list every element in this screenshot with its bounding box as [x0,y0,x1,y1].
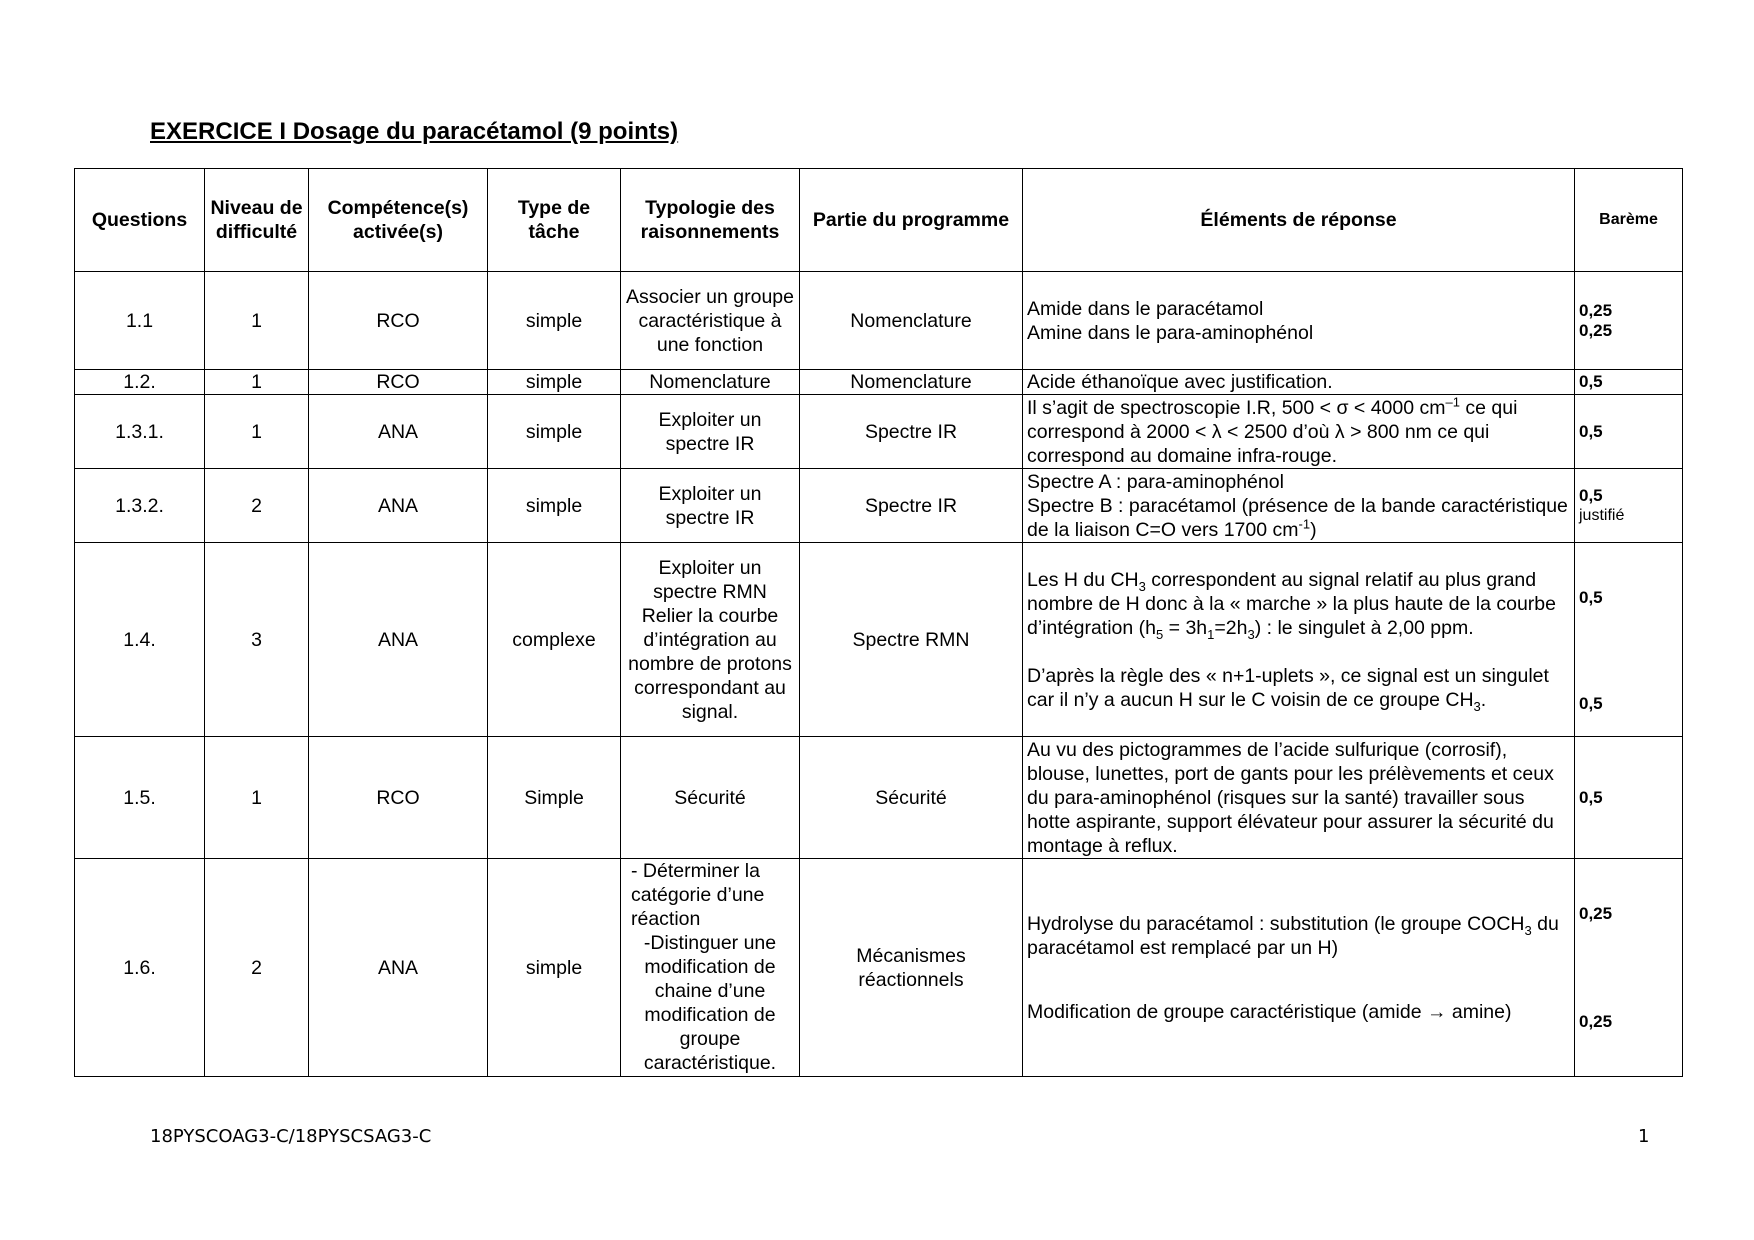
cell-competence: RCO [309,272,488,370]
cell-type: simple [488,395,621,469]
table-row [75,543,1683,737]
reponse-paragraph [1027,912,1570,960]
header-partie: Partie du programme [800,169,1023,272]
cell-reponse [1023,543,1575,737]
spacer [1027,640,1570,664]
cell-type: Simple [488,737,621,859]
cell-type: simple [488,272,621,370]
cell-competence: RCO [309,370,488,395]
cell-partie: Sécurité [800,737,1023,859]
table-row [75,395,1683,469]
header-niveau: Niveau de difficulté [205,169,309,272]
cell-question: 1.4. [75,543,205,737]
cell-bareme: 0,5 [1575,737,1683,859]
document-code: 18PYSCOAG3-C/18PYSCSAG3-C [150,1126,432,1147]
typologie-line: - Déterminer la catégorie d’une réaction [631,860,765,930]
cell-question: 1.5. [75,737,205,859]
table-row [75,370,1683,395]
cell-typologie: Sécurité [621,737,800,859]
cell-partie: Nomenclature [800,272,1023,370]
cell-partie: Spectre RMN [800,543,1023,737]
reponse-text: Les H du CH [1027,568,1139,591]
superscript: –1 [1445,394,1460,409]
header-typologie: Typologie des raisonnements [621,169,800,272]
cell-niveau: 2 [205,859,309,1077]
bareme-value: 0,25 [1579,1011,1613,1031]
table-row [75,469,1683,543]
header-bareme: Barème [1575,169,1683,272]
subscript: 3 [1247,626,1255,642]
cell-partie: Nomenclature [800,370,1023,395]
table-header-row [75,169,1683,272]
reponse-paragraph [1027,568,1570,640]
cell-question: 1.2. [75,370,205,395]
subscript: 5 [1156,626,1164,642]
cell-question: 1.3.1. [75,395,205,469]
reponse-text: = 3h [1163,616,1208,639]
reponse-text: ) : le singulet à 2,00 ppm. [1254,616,1474,639]
table-row [75,737,1683,859]
cell-niveau: 1 [205,737,309,859]
subscript: 3 [1473,698,1481,714]
grading-table [74,168,1683,1077]
reponse-text: ) [1310,518,1317,541]
reponse-text: du paracétamol est remplacé par un H) [1027,912,1559,959]
cell-reponse [1023,469,1575,543]
reponse-text: . [1480,688,1487,711]
cell-competence: ANA [309,543,488,737]
header-questions: Questions [75,169,205,272]
subscript: 3 [1524,922,1532,938]
header-elements: Éléments de réponse [1023,169,1575,272]
cell-niveau: 2 [205,469,309,543]
reponse-line: Amine dans le para-aminophénol [1027,321,1314,344]
cell-competence: RCO [309,737,488,859]
reponse-line: Amide dans le paracétamol [1027,297,1264,320]
cell-competence: ANA [309,395,488,469]
cell-bareme [1575,272,1683,370]
reponse-text: D’après la règle des « n+1-uplets », ce signal est un singulet car il n’y a aucun H sur le C voisin de ce groupe CH [1027,664,1549,711]
typologie-line: -Distinguer une modification de chaine d’une modification de groupe caractéristique. [643,932,777,1074]
bareme-note: justifié [1579,506,1625,524]
cell-type: simple [488,469,621,543]
cell-typologie: Nomenclature [621,370,800,395]
cell-type: complexe [488,543,621,737]
cell-typologie: Associer un groupe caractéristique à une fonction [621,272,800,370]
cell-typologie: Exploiter un spectre IR [621,395,800,469]
superscript: -1 [1298,516,1311,531]
cell-competence: ANA [309,859,488,1077]
bareme-value: 0,25 [1579,320,1613,340]
cell-reponse [1023,395,1575,469]
bareme-value: 0,5 [1579,485,1603,505]
cell-bareme [1575,469,1683,543]
cell-niveau: 1 [205,272,309,370]
reponse-paragraph: Modification de groupe caractéristique (amide → amine) [1027,1000,1512,1023]
reponse-text: Il s’agit de spectroscopie I.R, 500 < σ < 4000 cm [1027,396,1446,419]
cell-typologie: Exploiter un spectre IR [621,469,800,543]
cell-reponse: Au vu des pictogrammes de l’acide sulfurique (corrosif), blouse, lunettes, port de gants pour les prélèvements et ceux du para-aminophénol (risques sur la santé) travailler sous hotte aspirante, support élévateur pour assurer la sécurité du montage à reflux. [1023,737,1575,859]
reponse-text: =2h [1214,616,1248,639]
cell-typologie: Exploiter un spectre RMN Relier la courbe d’intégration au nombre de protons correspondant au signal. [621,543,800,737]
cell-bareme [1575,543,1683,737]
subscript: 1 [1207,626,1215,642]
reponse-text: Spectre B : paracétamol (présence de la bande caractéristique de la liaison C=O vers 1700 cm [1027,494,1568,541]
reponse-text: Hydrolyse du paracétamol : substitution (le groupe COCH [1027,912,1525,935]
header-type: Type de tâche [488,169,621,272]
cell-bareme: 0,5 [1575,370,1683,395]
cell-niveau: 1 [205,370,309,395]
bareme-value: 0,5 [1579,587,1603,607]
bareme-value: 0,5 [1579,693,1603,713]
cell-question: 1.3.2. [75,469,205,543]
cell-type: simple [488,370,621,395]
cell-niveau: 3 [205,543,309,737]
cell-typologie [621,859,800,1077]
table-row [75,859,1683,1077]
reponse-text: correspondent au signal relatif au plus grand nombre de H donc à la « marche » la plus haute de la courbe d’intégration (h [1027,568,1556,639]
cell-partie: Spectre IR [800,469,1023,543]
reponse-line: Spectre A : para-aminophénol [1027,470,1284,493]
cell-bareme [1575,859,1683,1077]
reponse-paragraph [1027,664,1570,712]
cell-question: 1.6. [75,859,205,1077]
cell-reponse: Acide éthanoïque avec justification. [1023,370,1575,395]
bareme-value: 0,25 [1579,300,1613,320]
page-number: 1 [1638,1126,1650,1147]
header-competences: Compétence(s) activée(s) [309,169,488,272]
cell-partie: Mécanismes réactionnels [800,859,1023,1077]
exercise-title: EXERCICE I Dosage du paracétamol (9 points) [150,118,679,145]
subscript: 3 [1138,578,1146,594]
table-row [75,272,1683,370]
cell-reponse [1023,859,1575,1077]
cell-competence: ANA [309,469,488,543]
cell-bareme: 0,5 [1575,395,1683,469]
cell-partie: Spectre IR [800,395,1023,469]
cell-type: simple [488,859,621,1077]
bareme-value: 0,25 [1579,903,1613,923]
cell-niveau: 1 [205,395,309,469]
cell-reponse [1023,272,1575,370]
cell-question: 1.1 [75,272,205,370]
reponse-text: ce qui correspond à 2000 < λ < 2500 d’où λ > 800 nm ce qui correspond au domaine infra-rouge. [1027,396,1518,467]
